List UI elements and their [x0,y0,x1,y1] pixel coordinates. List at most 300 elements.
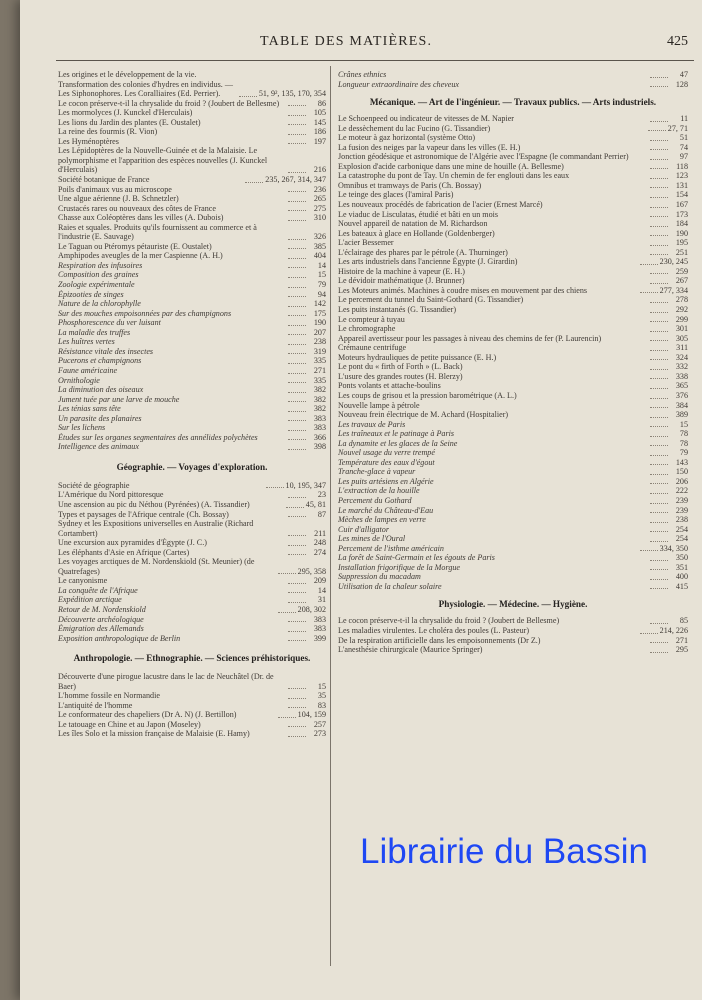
toc-entry-title: Zoologie expérimentale [58,280,135,290]
leader-dots [650,464,668,465]
toc-entry [338,210,688,220]
toc-entry-title: Études sur les organes segmentaires des annélides polychètes [58,432,258,442]
toc-entry-pages: 383 [313,614,326,624]
right-column [338,70,688,655]
toc-entry-pages: 79 [679,448,688,458]
toc-entry [58,701,326,711]
toc-entry-pages: 267 [675,276,688,286]
toc-entry [58,280,326,290]
leader-dots [650,369,668,370]
toc-entry-title: Explosion d'acide carbonique dans une mine de houille (A. Bellesme) [338,161,564,171]
leader-dots [288,172,306,173]
leader-dots [288,516,306,517]
toc-entry-title: Percement de l'isthme américain [338,543,444,553]
toc-entry [58,223,326,242]
toc-entry [338,257,688,267]
toc-entry-pages: 15 [317,681,326,691]
toc-entry-pages: 118 [676,161,688,171]
leader-dots [288,621,306,622]
toc-entry-title: Le Taguan ou Ptéromys pétauriste (E. Oustalet) [58,241,212,251]
leader-dots [650,321,668,322]
toc-entry-title: Les bateaux à glace en Hollande (Goldenberger) [338,228,495,238]
leader-dots [288,210,306,211]
toc-entry-pages: 398 [313,442,326,452]
leader-dots [288,105,306,106]
toc-entry-pages: 254 [675,534,688,544]
toc-entry-pages: 45, 81 [305,499,326,509]
toc-entry [58,137,326,147]
toc-entry [338,458,688,468]
toc-entry [338,544,688,554]
toc-entry-pages: 14 [317,585,326,595]
leader-dots [245,182,263,183]
leader-dots [650,522,668,523]
toc-entry-pages: 79 [317,280,326,290]
toc-entry [338,410,688,420]
toc-entry-title: Découverte d'une pirogue lacustre dans le lac de Neuchâtel (Dr. de Baer) [58,672,274,691]
leader-dots [650,273,668,274]
toc-entry [58,270,326,280]
toc-entry [58,595,326,605]
leader-dots [650,216,668,217]
toc-entry-pages: 128 [675,79,688,89]
toc-entry-pages: 214, 226 [659,625,688,635]
toc-entry [58,347,326,357]
toc-entry-title: Chasse aux Coléoptères dans les villes (A. Dubois) [58,213,224,223]
leader-dots [650,149,668,150]
leader-dots [650,159,668,160]
toc-entry [338,133,688,143]
toc-entry [58,634,326,644]
toc-entry [338,70,688,80]
toc-entry [338,636,688,646]
toc-entry-pages: 27, 71 [667,123,688,133]
toc-entry-pages: 319 [313,346,326,356]
toc-entry [338,381,688,391]
leader-dots [288,631,306,632]
toc-entry-pages: 31 [317,595,326,605]
toc-entry [338,124,688,134]
toc-entry-title: Ornithologie [58,375,100,385]
toc-entry [338,295,688,305]
toc-entry [338,229,688,239]
toc-entry-title: Sur des mouches empoisonnées par des champignons [58,308,232,318]
leader-dots [288,115,306,116]
leader-dots [650,407,668,408]
toc-entry-pages: 365 [675,381,688,391]
toc-entry [58,118,326,128]
leader-dots [288,124,306,125]
page-number: 425 [667,34,688,49]
toc-entry [58,691,326,701]
toc-entry [58,108,326,118]
leader-dots [288,736,306,737]
toc-entry-title: Société de géographie [58,480,130,490]
toc-entry [338,267,688,277]
leader-dots [650,378,668,379]
toc-entry-pages: 295 [675,645,688,655]
toc-entry-pages: 275 [313,203,326,213]
leader-dots [288,363,306,364]
toc-entry-pages: 404 [313,251,326,261]
leader-dots [650,235,668,236]
leader-dots [640,633,658,634]
toc-entry [338,362,688,372]
toc-entry-title: L'anesthésie chirurgicale (Maurice Springer) [338,645,483,655]
toc-entry-title: Le conformateur des chapeliers (Dr A. N) (J. Bertillon) [58,710,237,720]
toc-entry-title: Les origines et le développement de la vie. Transformation des colonies d'hydres en individus. — Les Siphonophores. Les Coralliaires (Ed. Perrier). [58,70,233,99]
toc-entry [58,538,326,548]
page-header [20,34,702,56]
watermark-logo: Librairie du Bassin [360,832,648,871]
leader-dots [288,439,306,440]
toc-entry [58,290,326,300]
toc-entry [338,248,688,258]
leader-dots [288,640,306,641]
toc-entry-pages: 384 [675,400,688,410]
toc-entry-title: L'antiquité de l'homme [58,700,133,710]
toc-entry [58,175,326,185]
leader-dots [650,398,668,399]
leader-dots [288,248,306,249]
leader-dots [650,121,668,122]
toc-entry [58,672,326,691]
toc-entry-title: Les lions du Jardin des plantes (E. Oustalet) [58,117,201,127]
leader-dots [288,411,306,412]
toc-entry [338,626,688,636]
toc-entry [58,433,326,443]
leader-dots [278,612,296,613]
toc-entry-title: Cuir d'alligator [338,524,389,534]
toc-entry-pages: 350 [675,553,688,563]
toc-entry-pages: 154 [675,190,688,200]
toc-entry-title: L'usure des grandes routes (H. Blerzy) [338,371,463,381]
toc-entry-pages: 47 [679,70,688,79]
toc-entry [58,356,326,366]
leader-dots [650,168,668,169]
toc-entry [338,496,688,506]
leader-dots [288,545,306,546]
toc-entry-title: Société botanique de France [58,175,150,185]
toc-entry-title: Crémaune centrifuge [338,343,407,353]
toc-entry-title: Résistance vitale des insectes [58,346,154,356]
leader-dots [650,283,668,284]
toc-entry-title: Les nouveaux procédés de fabrication de l'acier (Ernest Marcé) [338,200,543,210]
leader-dots [288,334,306,335]
book-page [20,0,702,1000]
leader-dots [640,264,658,265]
toc-entry-pages: 385 [313,241,326,251]
toc-entry-pages: 211 [314,528,326,538]
toc-entry-title: Le moteur à gaz horizontal (système Otto) [338,133,476,143]
toc-entry-title: Le viaduc de Lisculatas, étudié et bâti en un mois [338,209,499,219]
toc-entry-title: Émigration des Allemands [58,624,144,634]
toc-entry [338,391,688,401]
toc-entry [58,481,326,491]
toc-entry-pages: 105 [313,108,326,118]
toc-entry-pages: 251 [675,247,688,257]
toc-entry-pages: 299 [675,314,688,324]
left-column [58,70,326,739]
toc-entry-title: Les ténias sans tête [58,404,121,414]
leader-dots [650,312,668,313]
toc-entry-title: Raies et squales. Produits qu'ils fournissent au commerce et à l'industrie (E. Sauvage) [58,222,257,242]
toc-entry-title: Omnibus et tramways de Paris (Ch. Bossay) [338,180,482,190]
leader-dots [650,254,668,255]
leader-dots [288,430,306,431]
toc-entry [338,563,688,573]
toc-entry-title: Appareil avertisseur pour les passages à niveau des chemins de fer (P. Laurencin) [338,333,602,343]
leader-dots [288,315,306,316]
toc-entry-pages: 273 [313,729,326,739]
toc-entry-pages: 142 [313,299,326,309]
toc-entry-title: Le pont du « firth of Forth » (L. Back) [338,362,463,372]
running-title: TABLE DES MATIÈRES. [260,34,433,49]
toc-entry [58,242,326,252]
toc-entry-pages: 175 [313,308,326,318]
toc-entry-title: Nature de la chlorophylle [58,299,141,309]
toc-entry-pages: 222 [675,486,688,496]
toc-entry-pages: 23 [317,490,326,500]
toc-entry [338,448,688,458]
leader-dots [288,592,306,593]
toc-entry-pages: 184 [675,219,688,229]
leader-dots [650,187,668,188]
leader-dots [288,353,306,354]
leader-dots [650,588,668,589]
toc-entry-pages: 11 [680,114,688,124]
toc-entry-pages: 415 [675,581,688,591]
toc-entry-title: Découverte archéologique [58,614,144,624]
toc-entry [58,500,326,510]
toc-entry-pages: 305 [675,333,688,343]
toc-entry-title: La diminution des oiseaux [58,385,144,395]
toc-entry-title: Nouvelle lampe à pétrole [338,400,420,410]
toc-entry-pages: 83 [317,700,326,710]
toc-entry-title: Retour de M. Nordenskiold [58,604,146,614]
toc-entry-title: La catastrophe du pont de Tay. Un chemin de fer englouti dans les eaux [338,171,570,181]
toc-entry [58,624,326,634]
toc-entry-title: De la respiration artificielle dans les empoisonnements (Dr Z.) [338,635,541,645]
toc-entry-title: L'extraction de la houille [338,486,420,496]
leader-dots [650,569,668,570]
leader-dots [288,554,306,555]
toc-entry-title: Le chromographe [338,324,396,334]
leader-dots [650,340,668,341]
toc-entry [338,420,688,430]
toc-entry-title: Amphipodes aveugles de la mer Caspienne (A. H.) [58,251,223,261]
toc-entry [58,395,326,405]
toc-entry [338,152,688,162]
toc-entry [338,190,688,200]
toc-entry [58,261,326,271]
toc-entry-pages: 238 [675,515,688,525]
toc-entry-pages: 400 [675,572,688,582]
toc-entry [58,251,326,261]
leader-dots [286,507,304,508]
toc-entry-title: Une ascension au pic du Néthou (Pyrénées) (A. Tissandier) [58,499,250,509]
toc-entry-title: Longueur extraordinaire des cheveux [338,79,459,89]
toc-entry-title: Une excursion aux pyramides d'Égypte (J. C.) [58,538,207,548]
toc-entry-title: La maladie des truffes [58,327,131,337]
toc-entry [338,353,688,363]
toc-entry-pages: 190 [675,228,688,238]
leader-dots [288,707,306,708]
toc-entry-pages: 326 [313,232,326,242]
leader-dots [650,86,668,87]
toc-entry-title: L'éclairage des phares par le pétrole (A. Thurninger) [338,247,508,257]
leader-dots [650,140,668,141]
leader-dots [288,535,306,536]
toc-entry [338,315,688,325]
toc-entry-title: Température des eaux d'égout [338,457,435,467]
toc-entry [338,238,688,248]
toc-entry-title: Histoire de la machine à vapeur (E. H.) [338,266,465,276]
toc-entry-pages: 383 [313,624,326,634]
toc-entry-pages: 35 [317,691,326,701]
toc-entry-pages: 338 [675,371,688,381]
toc-entry [58,414,326,424]
toc-entry [338,429,688,439]
toc-entry-title: Nouveau frein électrique de M. Achard (Hospitalier) [338,410,509,420]
toc-entry [58,720,326,730]
toc-entry-title: Les éléphants d'Asie en Afrique (Cartes) [58,547,190,557]
toc-entry-pages: 173 [675,209,688,219]
toc-entry [58,385,326,395]
leader-dots [288,239,306,240]
toc-entry-title: Le teinge des glaces (l'amiral Paris) [338,190,454,200]
toc-entry-title: Crânes ethnics [338,70,387,79]
toc-entry-pages: 399 [313,633,326,643]
toc-entry-pages: 238 [313,337,326,347]
toc-entry-title: Jonction géodésique et astronomique de l'Algérie avec l'Espagne (le commandant Perrier) [338,152,629,162]
leader-dots [650,178,668,179]
leader-dots [650,226,668,227]
toc-entry-title: L'homme fossile en Normandie [58,691,160,701]
leader-dots [650,207,668,208]
toc-entry-pages: 277, 334 [659,285,688,295]
toc-entry [338,286,688,296]
leader-dots [288,726,306,727]
toc-entry-title: La forêt de Saint-Germain et les égouts de Paris [338,553,495,563]
leader-dots [288,325,306,326]
toc-entry-pages: 382 [313,404,326,414]
toc-entry-pages: 15 [679,419,688,429]
toc-entry-title: Sydney et les Expositions universelles en Australie (Richard Cortambert) [58,519,254,538]
toc-entry [338,477,688,487]
toc-entry-title: Un parasite des planaires [58,413,142,423]
toc-entry-title: Exposition anthropologique de Berlin [58,633,181,643]
leader-dots [648,130,666,131]
toc-entry-pages: 190 [313,318,326,328]
toc-entry-title: Utilisation de la chaleur solaire [338,581,442,591]
toc-entry-pages: 382 [313,394,326,404]
toc-entry-pages: 311 [676,343,688,353]
toc-entry-pages: 74 [679,142,688,152]
leader-dots [650,474,668,475]
leader-dots [650,445,668,446]
leader-dots [288,449,306,450]
toc-entry-pages: 383 [313,423,326,433]
section-heading: Physiologie. — Médecine. — Hygiène. [438,599,588,610]
toc-entry-pages: 376 [675,390,688,400]
toc-entry [58,127,326,137]
toc-entry-title: Poils d'animaux vus au microscope [58,184,172,194]
toc-entry-title: Suppression du macadam [338,572,421,582]
toc-entry-pages: 301 [675,324,688,334]
toc-entry-pages: 123 [675,171,688,181]
toc-entry [338,401,688,411]
toc-entry [58,146,326,175]
toc-entry-pages: 145 [313,117,326,127]
toc-entry-pages: 131 [675,180,688,190]
leader-dots [288,602,306,603]
toc-entry [58,328,326,338]
toc-entry-title: Le cocon préserve-t-il la chrysalide du froid ? (Joubert de Bellesme) [338,616,560,626]
toc-entry [338,276,688,286]
toc-entry-pages: 15 [317,270,326,280]
toc-entry-title: Les îles Solo et la mission française de Malaisie (E. Hamy) [58,729,250,739]
leader-dots [288,382,306,383]
leader-dots [650,483,668,484]
toc-entry [338,162,688,172]
leader-dots [288,267,306,268]
leader-dots [288,258,306,259]
leader-dots [650,503,668,504]
toc-entry-title: Ponts volants et attache-boulins [338,381,441,391]
toc-entry-pages: 209 [313,576,326,586]
leader-dots [650,77,668,78]
toc-entry-pages: 51, 9², 135, 170, 354 [258,89,326,99]
toc-entry [338,305,688,315]
toc-entry [338,467,688,477]
toc-entry [58,548,326,558]
toc-entry-title: Expédition arctique [58,595,122,605]
leader-dots [288,392,306,393]
toc-entry [58,510,326,520]
toc-entry [58,404,326,414]
toc-entry-pages: 10, 195, 347 [285,480,326,490]
toc-entry-pages: 216 [313,165,326,175]
toc-entry [338,572,688,582]
toc-entry-title: Le cocon préserve-t-il la chrysalide du froid ? (Joubert de Bellesme) [58,98,280,108]
leader-dots [650,652,668,653]
toc-entry [338,506,688,516]
leader-dots [640,292,658,293]
toc-entry [338,372,688,382]
toc-entry-pages: 186 [313,127,326,137]
toc-entry [58,99,326,109]
leader-dots [650,512,668,513]
toc-entry [58,615,326,625]
toc-entry [58,366,326,376]
toc-entry [338,114,688,124]
leader-dots [650,359,668,360]
toc-entry-title: La reine des fourmis (R. Vion) [58,127,158,137]
toc-entry [58,710,326,720]
leader-dots [288,373,306,374]
toc-entry-pages: 351 [675,562,688,572]
toc-entry [58,337,326,347]
leader-dots [266,487,284,488]
toc-entry-pages: 271 [313,365,326,375]
leader-dots [650,426,668,427]
leader-dots [650,541,668,542]
toc-entry-title: Les maladies virulentes. Le choléra des poules (L. Pasteur) [338,625,530,635]
toc-entry-pages: 208, 302 [297,604,326,614]
toc-entry [338,219,688,229]
toc-entry-title: Les puits instantanés (G. Tissandier) [338,305,457,315]
